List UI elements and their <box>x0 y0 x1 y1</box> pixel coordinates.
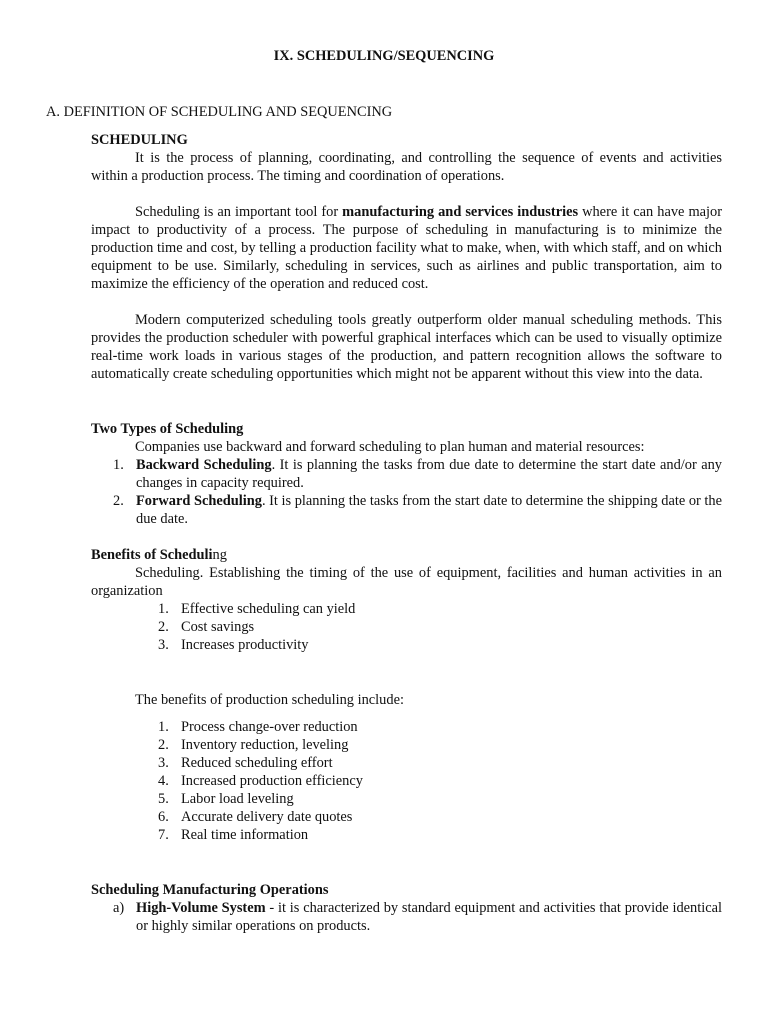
spacer <box>91 293 722 311</box>
spacer <box>91 654 722 691</box>
list-item-number: 2. <box>113 493 124 509</box>
list-item <box>91 754 722 772</box>
list-item <box>91 718 722 736</box>
list-item-number: 5. <box>158 791 169 807</box>
paragraph-modern-tools: Modern computerized scheduling tools greatly outperform older manual scheduling methods. This provides the production scheduler with powerful graphical interfaces which can be used to visually optimize real-time work loads in various stages of the production, and pattern recognition allows the software to automatically create scheduling opportunities which might not be apparent without this view into the data. <box>91 312 722 382</box>
list-item-number: 2. <box>158 737 169 753</box>
manufacturing-list <box>91 899 722 935</box>
list-item-bold: High-Volume System <box>136 900 266 916</box>
list-item-number: 6. <box>158 809 169 825</box>
document-title: IX. SCHEDULING/SEQUENCING <box>273 48 495 64</box>
list-item-number: 3. <box>158 755 169 771</box>
list-item-text <box>136 492 722 528</box>
list-item-text: Inventory reduction, leveling <box>181 737 349 753</box>
spacer <box>91 709 722 718</box>
list-item-number: a) <box>113 900 125 916</box>
list-item-text <box>136 899 722 935</box>
list-item-number: 4. <box>158 773 169 789</box>
list-item-number: 3. <box>158 637 169 653</box>
list-item <box>91 456 722 492</box>
list-item-rest: . It is planning the tasks from due date to determine the start date and/or any changes in capacity required. <box>136 457 722 491</box>
list-item-text <box>136 456 722 492</box>
list-item-number: 2. <box>158 619 169 635</box>
list-item <box>91 772 722 790</box>
two-types-intro: Companies use backward and forward scheduling to plan human and material resources: <box>135 439 645 455</box>
benefits-list <box>91 600 722 654</box>
list-item-number: 7. <box>158 827 169 843</box>
list-item-text: Cost savings <box>181 619 255 635</box>
benefits-heading-rest: ng <box>212 547 227 563</box>
two-types-heading: Two Types of Scheduling <box>91 421 244 437</box>
section-a-heading: A. DEFINITION OF SCHEDULING AND SEQUENCING <box>46 104 393 120</box>
list-item-number: 1. <box>158 719 169 735</box>
list-item-bold: Forward Scheduling <box>136 493 262 509</box>
list-item <box>91 826 722 844</box>
paragraph-importance-end: where it can have major impact to productivity of a process. The purpose of scheduling in manufacturing is to minimize the production time and cost, by telling a production facility what to make, when, with which staff, and on which equipment to be use. Similarly, scheduling in services, such as airlines and public transportation, aim to maximize the efficiency of the operation and reduced cost. <box>91 204 723 292</box>
list-item-text: Real time information <box>181 827 309 843</box>
list-item <box>91 790 722 808</box>
production-benefits-intro: The benefits of production scheduling include: <box>135 692 404 708</box>
list-item-text: Effective scheduling can yield <box>181 601 356 617</box>
manufacturing-heading: Scheduling Manufacturing Operations <box>91 882 329 898</box>
paragraph-definition: It is the process of planning, coordinating, and controlling the sequence of events and activities within a production process. The timing and coordination of operations. <box>91 150 722 184</box>
list-item-rest: . It is planning the tasks from the start date to determine the shipping date or the due date. <box>136 493 722 527</box>
list-item-number: 1. <box>113 457 124 473</box>
document-body <box>91 131 722 935</box>
list-item <box>91 492 722 528</box>
paragraph-importance <box>91 203 722 293</box>
list-item-text: Increased production efficiency <box>181 773 363 789</box>
list-item-text: Labor load leveling <box>181 791 294 807</box>
scheduling-heading: SCHEDULING <box>91 132 188 148</box>
list-item-text: Process change-over reduction <box>181 719 358 735</box>
list-item <box>91 808 722 826</box>
benefits-intro: Scheduling. Establishing the timing of the use of equipment, facilities and human activities in an organization <box>91 565 722 599</box>
spacer <box>91 844 722 881</box>
spacer <box>91 383 722 420</box>
two-types-list <box>91 456 722 528</box>
list-item <box>91 736 722 754</box>
benefits-heading-bold: Benefits of Scheduli <box>91 547 213 563</box>
list-item-text: Reduced scheduling effort <box>181 755 333 771</box>
production-benefits-list <box>91 718 722 844</box>
list-item <box>91 636 722 654</box>
list-item-rest: - it is characterized by standard equipment and activities that provide identical or highly similar operations on products. <box>136 900 723 934</box>
list-item <box>91 899 722 935</box>
list-item-text: Accurate delivery date quotes <box>181 809 353 825</box>
paragraph-importance-bold: manufacturing and services industries <box>342 204 579 220</box>
list-item <box>91 618 722 636</box>
benefits-heading <box>91 546 722 564</box>
spacer <box>91 185 722 203</box>
list-item <box>91 600 722 618</box>
paragraph-importance-start: Scheduling is an important tool for <box>135 204 343 220</box>
spacer <box>91 528 722 546</box>
list-item-text: Increases productivity <box>181 637 309 653</box>
list-item-bold: Backward Scheduling <box>136 457 272 473</box>
list-item-number: 1. <box>158 601 169 617</box>
